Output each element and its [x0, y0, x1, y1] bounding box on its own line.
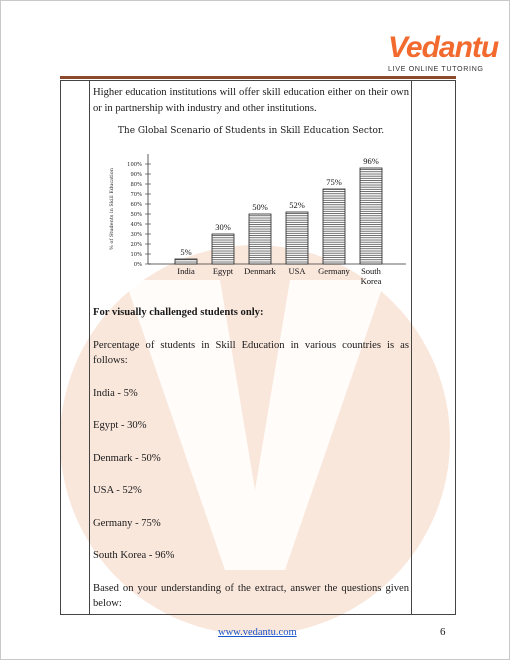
content-cell — [93, 85, 409, 612]
y-tick-label: 80% — [130, 181, 142, 188]
bar — [175, 259, 197, 264]
category-label: Denmark — [244, 265, 276, 276]
data-label: 52% — [289, 199, 305, 210]
category-label: Egypt — [212, 265, 234, 276]
bar-chart — [93, 140, 409, 300]
y-tick-label: 10% — [130, 251, 142, 258]
y-tick-label: 100% — [127, 161, 142, 168]
bar — [360, 168, 382, 264]
y-tick-label: 0% — [133, 261, 142, 268]
y-tick-label: 30% — [130, 231, 142, 238]
y-tick-label: 50% — [130, 211, 142, 218]
category-label: Germany — [318, 265, 350, 276]
category-label: South — [361, 265, 381, 276]
category-label: Korea — [360, 275, 382, 286]
data-label: 50% — [252, 201, 268, 212]
data-label: 5% — [180, 246, 192, 257]
bar — [212, 234, 234, 264]
content-table — [60, 80, 456, 615]
footer-website-link[interactable]: www.vedantu.com — [218, 627, 297, 638]
category-label: India — [177, 265, 195, 276]
y-tick-label: 40% — [130, 221, 142, 228]
list-item: India - 5% — [93, 387, 138, 399]
list-item: Egypt - 30% — [93, 420, 147, 431]
table-column-divider-right — [411, 81, 412, 614]
y-tick-label: 20% — [130, 241, 142, 248]
list-item: Denmark - 50% — [93, 452, 161, 464]
list-item: USA - 52% — [93, 485, 142, 496]
table-column-divider-left — [89, 81, 90, 614]
accessible-heading: For visually challenged students only: — [93, 307, 264, 318]
category-label: USA — [288, 265, 306, 276]
page-number: 6 — [440, 626, 446, 638]
list-item: South Korea - 96% — [93, 550, 175, 561]
y-tick-label: 70% — [130, 191, 142, 198]
bar — [286, 212, 308, 264]
header-rule — [60, 76, 456, 79]
y-tick-label: 90% — [130, 171, 142, 178]
vedantu-logo[interactable] — [388, 31, 499, 73]
logo-wordmark: Vedantu — [388, 31, 499, 64]
intro-paragraph: Higher education institutions will offer skill education either on their own or in partnership with industry and other institutions. — [93, 87, 409, 114]
closing-paragraph: Based on your understanding of the extract, answer the questions given below: — [93, 582, 409, 609]
chart-title: The Global Scenario of Students in Skill Education Sector. — [117, 126, 385, 136]
y-tick-label: 60% — [130, 201, 142, 208]
data-label: 96% — [363, 155, 379, 166]
data-label: 30% — [215, 221, 231, 232]
logo-tagline: LIVE ONLINE TUTORING — [388, 64, 484, 73]
accessible-intro: Percentage of students in Skill Education in various countries is as follows: — [93, 339, 409, 366]
y-axis-label: % of Students in Skill Education — [109, 167, 115, 250]
list-item: Germany - 75% — [93, 517, 161, 529]
bar — [249, 214, 271, 264]
data-label: 75% — [326, 176, 342, 187]
bar — [323, 189, 345, 264]
